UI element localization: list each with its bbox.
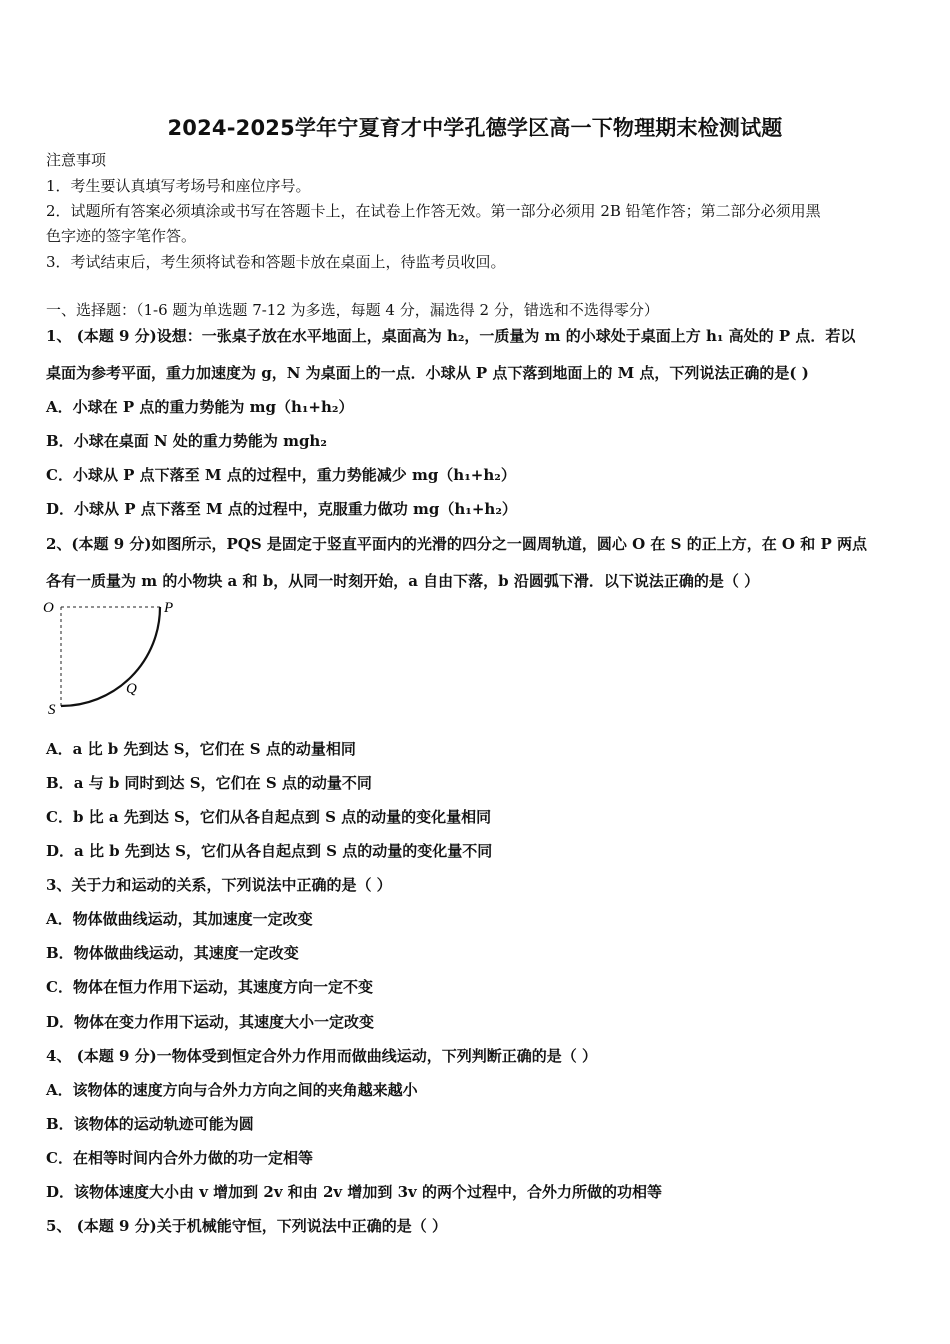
q3-option-a [46, 909, 313, 929]
q1-option-d [46, 499, 517, 519]
label-q: Q [126, 681, 137, 697]
label-o: O [43, 600, 54, 616]
option-text: a 比 b 先到达 S，它们从各自起点到 S 点的动量的变化量不同 [74, 842, 493, 860]
option-text: 小球从 P 点下落至 M 点的过程中，克服重力做功 mg（h₁+h₂） [74, 500, 517, 518]
q2-stem-line-1: 2、(本题 9 分)如图所示，PQS 是固定于竖直平面内的光滑的四分之一圆周轨道，圆心 O 在 S 的正上方，在 O 和 P 两点 [46, 535, 867, 553]
q1-option-b [46, 431, 327, 451]
option-letter: C． [46, 1149, 73, 1167]
q4-option-d [46, 1182, 662, 1202]
option-letter: A． [46, 740, 73, 758]
option-text: b 比 a 先到达 S，它们从各自起点到 S 点的动量的变化量相同 [72, 808, 492, 826]
option-text: 小球在 P 点的重力势能为 mg（h₁+h₂） [72, 398, 354, 416]
q1-stem-line-2: 桌面为参考平面，重力加速度为 g，N 为桌面上的一点．小球从 P 点下落到地面上的 M 点，下列说法正确的是( ) [46, 364, 809, 382]
option-letter: A． [46, 398, 73, 416]
arc-track [61, 607, 160, 706]
option-text: 物体做曲线运动，其加速度一定改变 [72, 910, 313, 928]
option-letter: C． [46, 466, 73, 484]
q4-option-b [46, 1114, 254, 1134]
quarter-circle-track-figure [40, 596, 190, 720]
option-letter: C． [46, 978, 73, 996]
option-letter: A． [46, 1081, 73, 1099]
option-text: 在相等时间内合外力做的功一定相等 [72, 1149, 313, 1167]
q4-option-a [46, 1080, 418, 1100]
q1-option-c [46, 465, 516, 485]
option-text: 该物体的速度方向与合外力方向之间的夹角越来越小 [72, 1081, 418, 1099]
option-letter: D． [46, 500, 75, 518]
q5-stem: 5、 (本题 9 分)关于机械能守恒，下列说法中正确的是（ ） [46, 1217, 447, 1235]
notice-heading: 注意事项 [46, 151, 107, 169]
label-s: S [48, 702, 56, 718]
notice-item-2: 2．试题所有答案必须填涂或书写在答题卡上，在试卷上作答无效。第一部分必须用 2B 铅笔作答；第二部分必须用黑 [46, 202, 821, 220]
q2-option-a [46, 739, 356, 759]
q4-stem: 4、 (本题 9 分)一物体受到恒定合外力作用而做曲线运动，下列判断正确的是（ ） [46, 1047, 597, 1065]
q2-option-d [46, 841, 492, 861]
q4-option-c [46, 1148, 313, 1168]
option-text: a 与 b 同时到达 S，它们在 S 点的动量不同 [73, 774, 372, 792]
q2-option-c [46, 807, 491, 827]
option-text: 该物体速度大小由 v 增加到 2v 和由 2v 增加到 3v 的两个过程中，合外力所做的功相等 [74, 1183, 662, 1201]
option-text: 小球在桌面 N 处的重力势能为 mgh₂ [73, 432, 327, 450]
q2-option-b [46, 773, 372, 793]
q3-stem: 3、关于力和运动的关系，下列说法中正确的是（ ） [46, 876, 392, 894]
option-letter: B． [46, 1115, 74, 1133]
notice-item-2-cont: 色字迹的签字笔作答。 [46, 227, 197, 245]
option-letter: A． [46, 910, 73, 928]
notice-item-1: 1．考生要认真填写考场号和座位序号。 [46, 177, 311, 195]
notice-item-3: 3．考试结束后，考生须将试卷和答题卡放在桌面上，待监考员收回。 [46, 253, 506, 271]
option-letter: B． [46, 774, 74, 792]
page-title: 2024-2025学年宁夏育才中学孔德学区高一下物理期末检测试题 [167, 116, 783, 140]
q1-option-a [46, 397, 353, 417]
option-letter: D． [46, 1183, 75, 1201]
option-letter: B． [46, 432, 74, 450]
option-text: a 比 b 先到达 S，它们在 S 点的动量相同 [72, 740, 356, 758]
q1-stem-line-1: 1、 (本题 9 分)设想：一张桌子放在水平地面上，桌面高为 h₂，一质量为 m 的小球处于桌面上方 h₁ 高处的 P 点．若以 [46, 327, 856, 345]
label-p: P [164, 600, 174, 616]
option-text: 该物体的运动轨迹可能为圆 [73, 1115, 254, 1133]
q2-stem-line-2: 各有一质量为 m 的小物块 a 和 b，从同一时刻开始，a 自由下落，b 沿圆弧下滑．以下说法正确的是（ ） [46, 572, 760, 590]
q3-option-c [46, 977, 373, 997]
option-text: 小球从 P 点下落至 M 点的过程中，重力势能减少 mg（h₁+h₂） [72, 466, 516, 484]
q3-option-b [46, 943, 299, 963]
option-letter: C． [46, 808, 73, 826]
option-text: 物体做曲线运动，其速度一定改变 [73, 944, 299, 962]
option-letter: B． [46, 944, 74, 962]
option-text: 物体在恒力作用下运动，其速度方向一定不变 [72, 978, 373, 996]
option-letter: D． [46, 1013, 75, 1031]
q3-option-d [46, 1012, 374, 1032]
option-letter: D． [46, 842, 75, 860]
section-heading: 一、选择题：（1-6 题为单选题 7-12 为多选，每题 4 分，漏选得 2 分，错选和不选得零分） [46, 301, 659, 319]
option-text: 物体在变力作用下运动，其速度大小一定改变 [74, 1013, 375, 1031]
